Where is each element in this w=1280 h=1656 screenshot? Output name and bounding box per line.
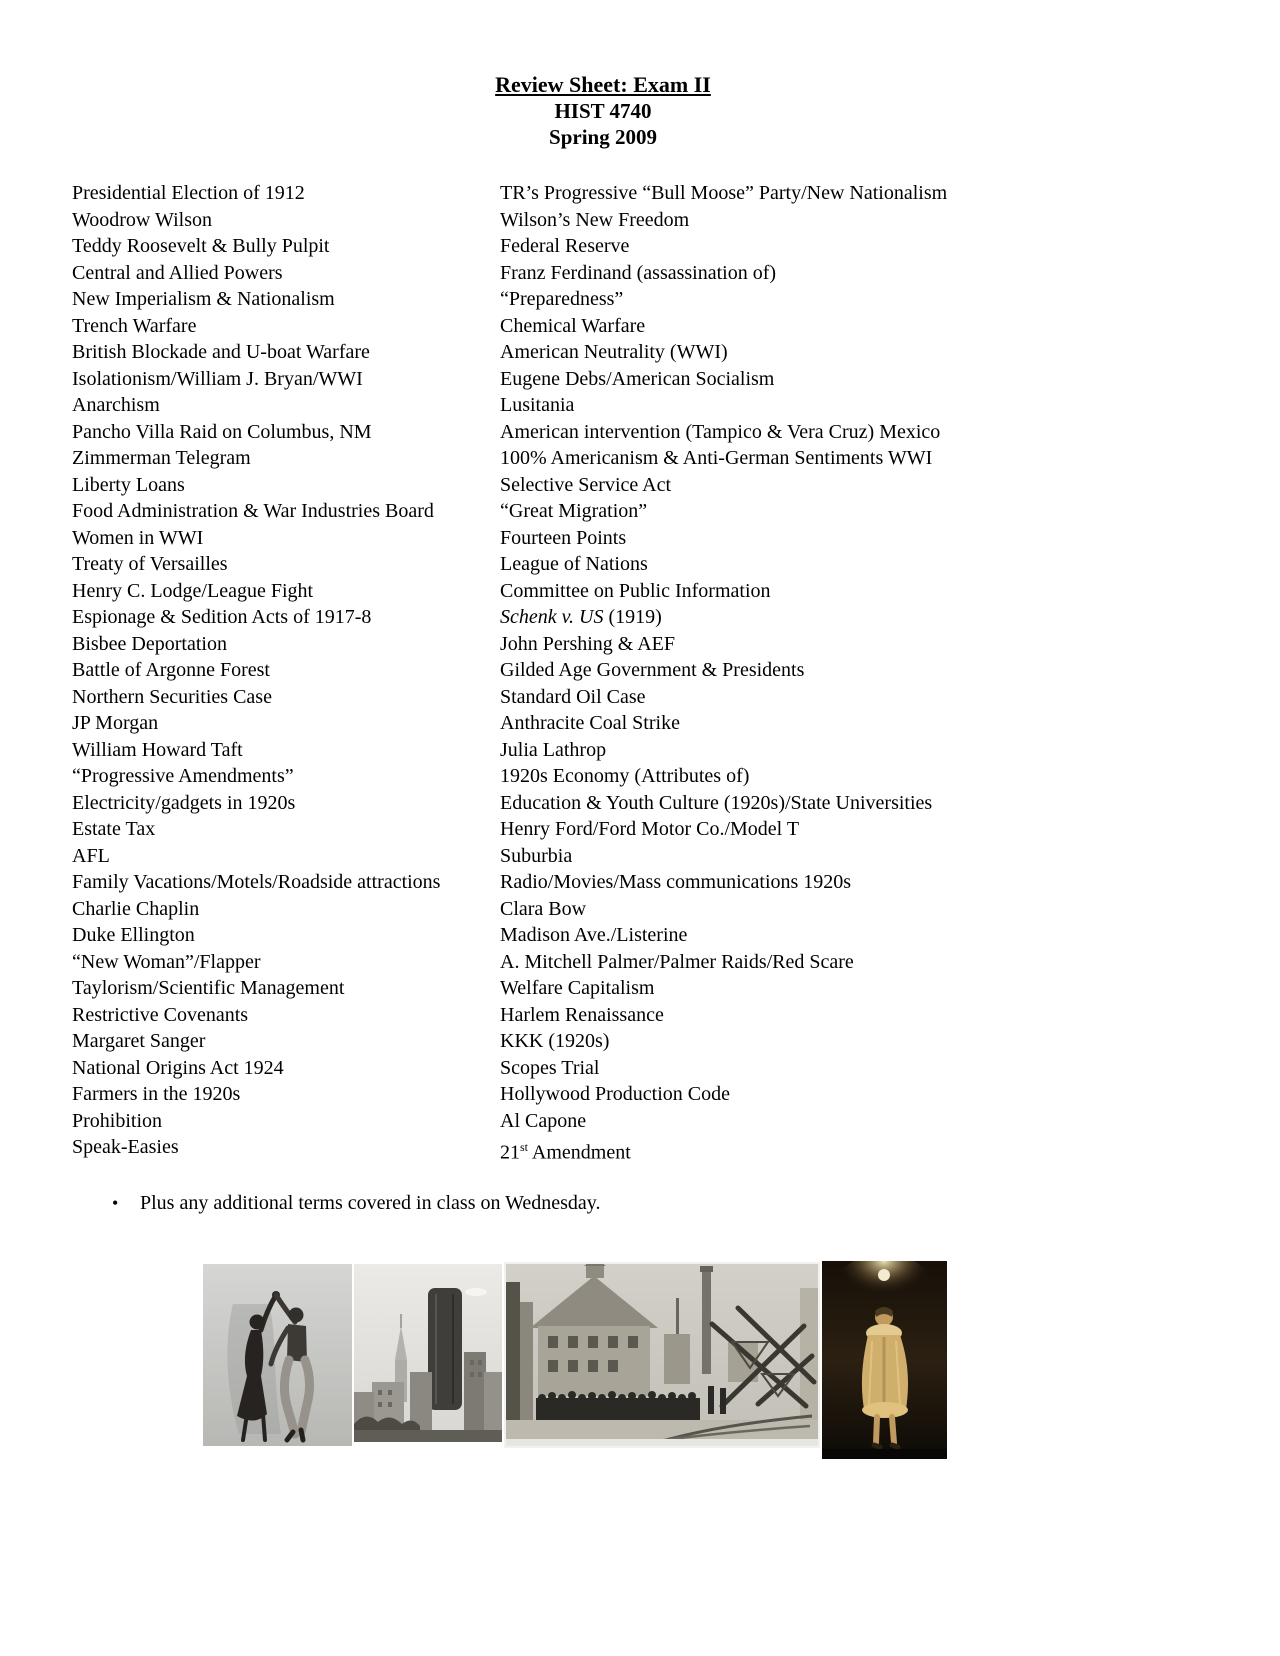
term-item: Speak-Easies (72, 1136, 179, 1158)
term-item: Harlem Renaissance (500, 1003, 664, 1026)
term-item: Farmers in the 1920s (72, 1083, 241, 1105)
term-item: Espionage & Sedition Acts of 1917-8 (72, 606, 372, 628)
term-item: John Pershing & AEF (500, 632, 676, 655)
term-item: British Blockade and U-boat Warfare (72, 341, 370, 363)
term-item: Julia Lathrop (500, 738, 607, 761)
factory-crowd-photo (504, 1262, 820, 1448)
term-item: AFL (72, 844, 110, 867)
term-item: Bisbee Deportation (72, 632, 227, 655)
term-item: Electricity/gadgets in 1920s (72, 791, 296, 814)
term-item: Chemical Warfare (500, 314, 646, 337)
term-item: Taylorism/Scientific Management (72, 977, 345, 999)
term-item: JP Morgan (72, 712, 159, 734)
term-item: Woodrow Wilson (72, 208, 212, 231)
bullet-marker: • (112, 1193, 119, 1214)
term-item: Standard Oil Case (500, 685, 646, 708)
term-item: Liberty Loans (72, 473, 185, 496)
term-item: TR’s Progressive “Bull Moose” Party/New Nationalism (500, 182, 948, 204)
term-item: “Great Migration” (500, 500, 648, 522)
term-item: KKK (1920s) (500, 1030, 610, 1052)
term-item: Eugene Debs/American Socialism (500, 367, 775, 390)
swing-dancers-photo (203, 1264, 352, 1446)
term-item: Food Administration & War Industries Board (72, 500, 434, 522)
term-item: “Progressive Amendments” (72, 765, 294, 787)
term-item: Schenk v. US (1919) (500, 606, 662, 628)
term-item: Selective Service Act (500, 473, 672, 496)
term-item: A. Mitchell Palmer/Palmer Raids/Red Scare (500, 950, 854, 973)
term-item: Federal Reserve (500, 235, 630, 257)
term-item: Franz Ferdinand (assassination of) (500, 261, 777, 284)
term-item: Hollywood Production Code (500, 1083, 730, 1105)
term-item: Isolationism/William J. Bryan/WWI (72, 367, 363, 390)
term-item: Henry C. Lodge/League Fight (72, 579, 314, 602)
term-item: Zimmerman Telegram (72, 447, 251, 469)
term-item: Gilded Age Government & Presidents (500, 659, 805, 681)
term-item: Madison Ave./Listerine (500, 924, 688, 946)
term-item: Al Capone (500, 1109, 587, 1132)
term-item: Teddy Roosevelt & Bully Pulpit (72, 235, 330, 257)
terms-column-right (500, 180, 1100, 1166)
term-item: Wilson’s New Freedom (500, 208, 690, 231)
term-item: Prohibition (72, 1109, 163, 1132)
term-item: Lusitania (500, 394, 575, 416)
term-item: William Howard Taft (72, 738, 243, 761)
term-item: Radio/Movies/Mass communications 1920s (500, 871, 852, 893)
term-item: American Neutrality (WWI) (500, 341, 728, 363)
term-item: Committee on Public Information (500, 579, 771, 602)
document-header (72, 72, 1134, 150)
term-item: Central and Allied Powers (72, 261, 283, 284)
term-item: Women in WWI (72, 526, 204, 549)
term-item: League of Nations (500, 553, 648, 575)
term-item: New Imperialism & Nationalism (72, 288, 335, 310)
term-item: “Preparedness” (500, 288, 624, 310)
term-item: Anthracite Coal Strike (500, 712, 680, 734)
term-item: Trench Warfare (72, 314, 197, 337)
term-item: 1920s Economy (Attributes of) (500, 765, 750, 787)
term-item: Treaty of Versailles (72, 553, 228, 575)
term-item: Restrictive Covenants (72, 1003, 249, 1026)
term-item: Anarchism (72, 394, 160, 416)
course-number: HIST 4740 (554, 99, 652, 123)
term-item: Welfare Capitalism (500, 977, 655, 999)
term-item: National Origins Act 1924 (72, 1056, 284, 1079)
term-item: “New Woman”/Flapper (72, 950, 261, 973)
term-item: Clara Bow (500, 897, 587, 920)
term-item: Suburbia (500, 844, 573, 867)
term-item: Duke Ellington (72, 924, 195, 946)
term-item: Scopes Trial (500, 1056, 600, 1079)
term-item: Estate Tax (72, 818, 156, 840)
term-item: Pancho Villa Raid on Columbus, NM (72, 420, 372, 443)
term-item: Fourteen Points (500, 526, 627, 549)
term-item: Presidential Election of 1912 (72, 182, 305, 204)
note-text: Plus any additional terms covered in class on Wednesday. (140, 1192, 601, 1215)
term-item: Henry Ford/Ford Motor Co./Model T (500, 818, 800, 840)
terms-columns (72, 180, 1280, 1166)
terms-column-left (72, 180, 500, 1166)
city-skyline-photo (354, 1264, 502, 1442)
term-item: Education & Youth Culture (1920s)/State Universities (500, 791, 933, 814)
term-item: Northern Securities Case (72, 685, 272, 708)
term-item: 21st Amendment (500, 1140, 631, 1164)
term-item: Margaret Sanger (72, 1030, 206, 1052)
term-item: 100% Americanism & Anti-German Sentiments WWI (500, 447, 933, 469)
flapper-woman-photo (822, 1261, 947, 1459)
photo-strip (203, 1264, 947, 1459)
term-item: American intervention (Tampico & Vera Cruz) Mexico (500, 420, 941, 443)
term-item: Battle of Argonne Forest (72, 659, 270, 681)
page-title: Review Sheet: Exam II (495, 72, 711, 97)
semester: Spring 2009 (549, 125, 657, 149)
additional-terms-note (72, 1190, 1280, 1216)
term-item: Charlie Chaplin (72, 897, 200, 920)
term-item: Family Vacations/Motels/Roadside attractions (72, 871, 441, 893)
